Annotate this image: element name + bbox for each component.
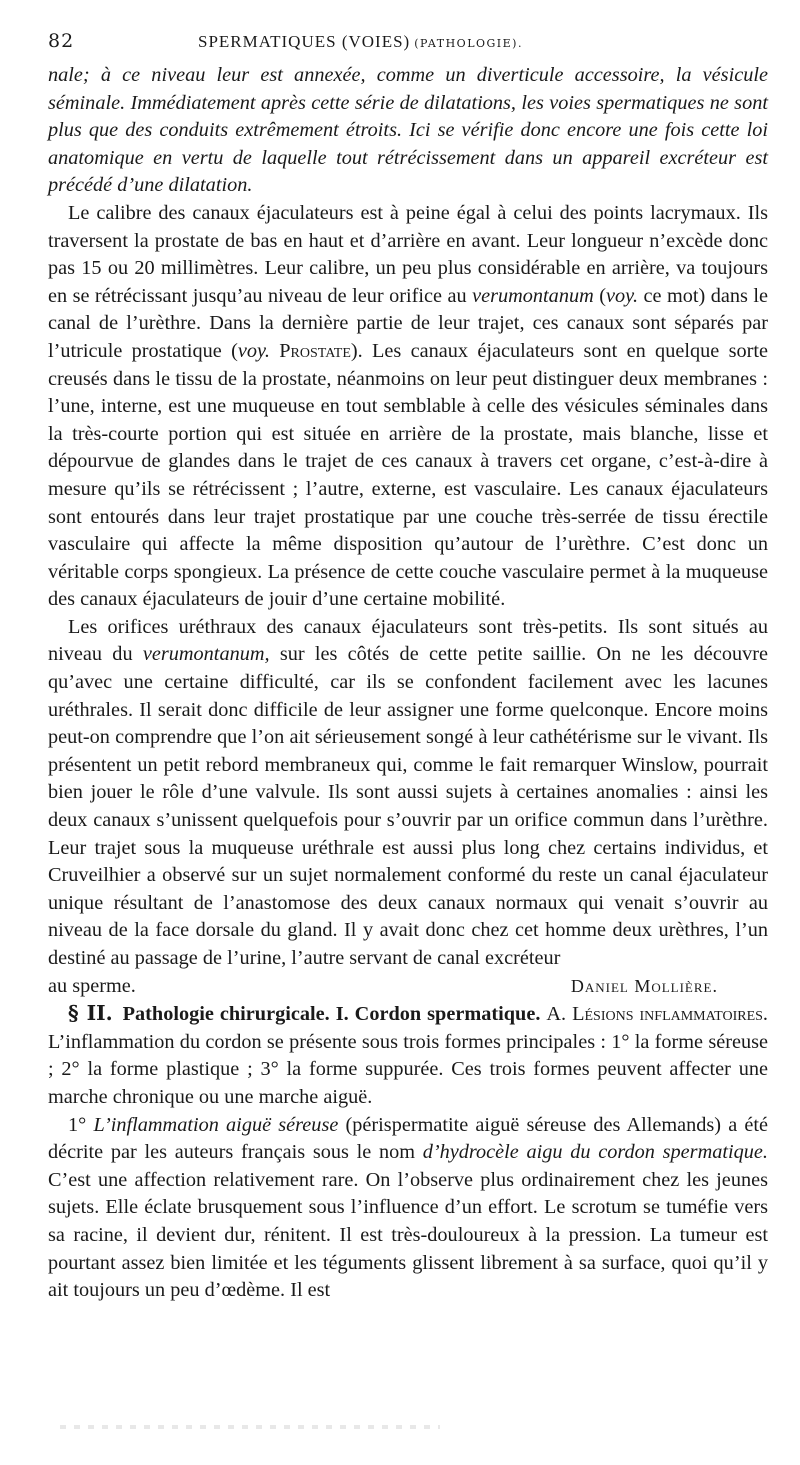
paragraph-text: C’est une affection relativement rare. On l’observe plus ordinairement chez les jeunes sujets. Elle éclate brusquement sous l’influence d’un effort. Le scrotum se tuméfie vers sa racine, il devient dur, rénitent. Il est très-douloureux à la pression. La tumeur est pourtant assez bien limitée et les téguments glissent librement à sa surface, quoi qu’il y ait toujours un peu d’œdème. Il est — [48, 1168, 768, 1302]
page-header — [48, 30, 768, 62]
paragraph-text: L’inflammation du cordon se présente sous trois formes principales : 1° la forme séreuse ; 2° la forme plastique ; 3° la forme suppurée. Ces trois formes peuvent affecter une marche chronique ou une marche aiguë. — [48, 1030, 768, 1108]
page-number: 82 — [48, 30, 75, 52]
italic-term: verumontanum, — [142, 643, 270, 666]
paragraph-text: ). Les canaux éjaculateurs sont en quelque sorte creusés dans le tissu de la prostate, néanmoins on leur peut distinguer deux membranes : l’une, interne, est une muqueuse en tout semblable à celle des vésicules séminales dans la très-courte portion qui est située en arrière de la prostate, mais blanche, lisse et dépourvue de glandes dans le trajet de ces canaux à travers cet organe, c’est-à-dire à mesure qu’ils se rétrécissent ; l’autre, externe, est vasculaire. Les canaux éjaculateurs sont entourés dans leur trajet prostatique par une couche très-serrée de tissu érectile vasculaire qui affecte la même disposition qu’autour de l’urèthre. C’est donc un véritable corps spongieux. La présence de cette couche vasculaire permet à la muqueuse des canaux éjaculateurs de jouir d’une certaine mobilité. — [48, 339, 768, 611]
section-mark: § II. — [68, 1001, 113, 1026]
paragraph-text: Les orifices uréthraux des canaux éjaculateurs sont très-petits. Ils sont situés au niveau du — [48, 615, 768, 666]
body-text — [48, 62, 768, 1305]
scan-artifact — [60, 1425, 440, 1429]
subsection-title: A. Lésions inflammatoires. — [546, 1003, 769, 1026]
paragraph-text: ce mot) dans le canal de l’urèthre. Dans la dernière partie de leur trajet, ces canaux sont séparés par l’utricule prostatique — [48, 284, 768, 362]
paragraph-text: Le calibre des canaux éjaculateurs est à peine égal à celui des points lacrymaux. Ils traversent la prostate de bas en haut et d’arrière en avant. Leur longueur n’excède donc pas 15 ou 20 millimètres. Leur calibre, un peu plus considérable en arrière, va toujours en se rétrécissant jusqu’au niveau de leur orifice au — [48, 201, 768, 307]
cross-reference-term: Prostate — [279, 339, 351, 362]
running-head: SPERMATIQUES (VOIES) — [198, 32, 411, 51]
paragraph-continued-text: nale; à ce niveau leur est annexée, comme un diverticule accessoire, la vésicule séminale. Immédiatement après cette série de dilatations, les voies spermatiques ne sont plus que des conduits extrêmement étroits. Ici se vérifie donc encore une fois cette loi anatomique en vertu de laquelle tout rétrécissement dans un appareil excréteur est précédé d’une dilatation. — [48, 64, 768, 197]
running-head-subtitle: (PATHOLOGIE). — [414, 37, 523, 50]
italic-term: verumontanum — [472, 284, 594, 307]
paragraph-acute-serous — [48, 1112, 768, 1305]
cross-reference: voy. — [237, 339, 270, 362]
paragraph-end: au sperme. — [48, 974, 136, 997]
author-signature: Daniel Mollière. — [570, 975, 718, 996]
italic-term: d’hydrocèle aigu du cordon spermatique. — [422, 1141, 768, 1164]
paragraph-urethral-orifices — [48, 614, 768, 973]
list-number: 1° — [68, 1113, 87, 1136]
paragraph-text: (périspermatite aiguë séreuse des Allemands) a été décrite par les auteurs français sous le nom — [48, 1113, 769, 1164]
section-title: Pathologie chirurgicale. — [122, 1003, 330, 1026]
signature-line — [48, 973, 768, 1001]
paragraph-text: sur les côtés de cette petite saillie. On ne les découvre qu’avec une certaine difficulté, car ils se confondent facilement avec les lacunes uréthrales. Il serait donc difficile de leur assigner une forme quelconque. Encore moins peut-on comprendre que l’on ait sérieusement songé à leur cathétérisme sur le vivant. Ils présentent un petit rebord membraneux qui, comme le fait remarquer Winslow, pourrait bien jouer le rôle d’une valvule. Ils sont aussi sujets à certaines anomalies : ainsi les deux canaux s’unissent quelquefois pour s’ouvrir par un orifice commun dans l’urèthre. Leur trajet sous la muqueuse uréthrale est aussi plus long chez certains individus, et Cruveilhier a observé sur un sujet normalement conformé du reste un canal éjaculateur unique résultant de l’anastomose des deux canaux normaux qui venait s’ouvrir au niveau de la face dorsale du gland. Il y avait donc chez cet homme deux urèthres, l’un destiné au passage de l’urine, l’autre servant de canal excréteur — [48, 643, 768, 969]
paragraph-ejaculatory-calibre: Le calibre des canaux éjaculateurs est à peine égal à celui des points lacrymaux. Ils traversent la prostate de bas en haut et d’arrière en avant. Leur longueur n’excède donc pas 15 ou 20 millimètres. Leur calibre, un peu plus considérable en arrière, va toujours en se rétrécissant jusqu’au niveau de leur orifice au verumontanum (voy. ce mot) dans le canal de l’urèthre. Dans la dernière partie de leur trajet, ces canaux sont séparés par l’utricule prostatique (voy. Prostate). Les canaux éjaculateurs sont en quelque sorte creusés dans le tissu de la prostate, néanmoins on leur peut distinguer deux membranes : l’une, interne, est une muqueuse en tout semblable à celle des vésicules séminales dans la très-courte portion qui est située en arrière de la prostate, mais blanche, lisse et dépourvue de glandes dans le trajet de ces canaux à travers cet organe, c’est-à-dire à mesure qu’ils se rétrécissent ; l’autre, externe, est vasculaire. Les canaux éjaculateurs sont entourés dans leur trajet prostatique par une couche très-serrée de tissu érectile vasculaire qui affecte la même disposition qu’autour de l’urèthre. C’est donc un véritable corps spongieux. La présence de cette couche vasculaire permet à la muqueuse des canaux éjaculateurs de jouir d’une certaine mobilité. — [48, 201, 768, 611]
paragraph-continued — [48, 62, 768, 200]
italic-term: L’inflammation aiguë séreuse — [93, 1113, 339, 1136]
section-heading-paragraph — [48, 1000, 768, 1111]
cross-reference: voy. — [605, 284, 639, 307]
section-subtitle: I. Cordon spermatique. — [335, 1003, 541, 1026]
